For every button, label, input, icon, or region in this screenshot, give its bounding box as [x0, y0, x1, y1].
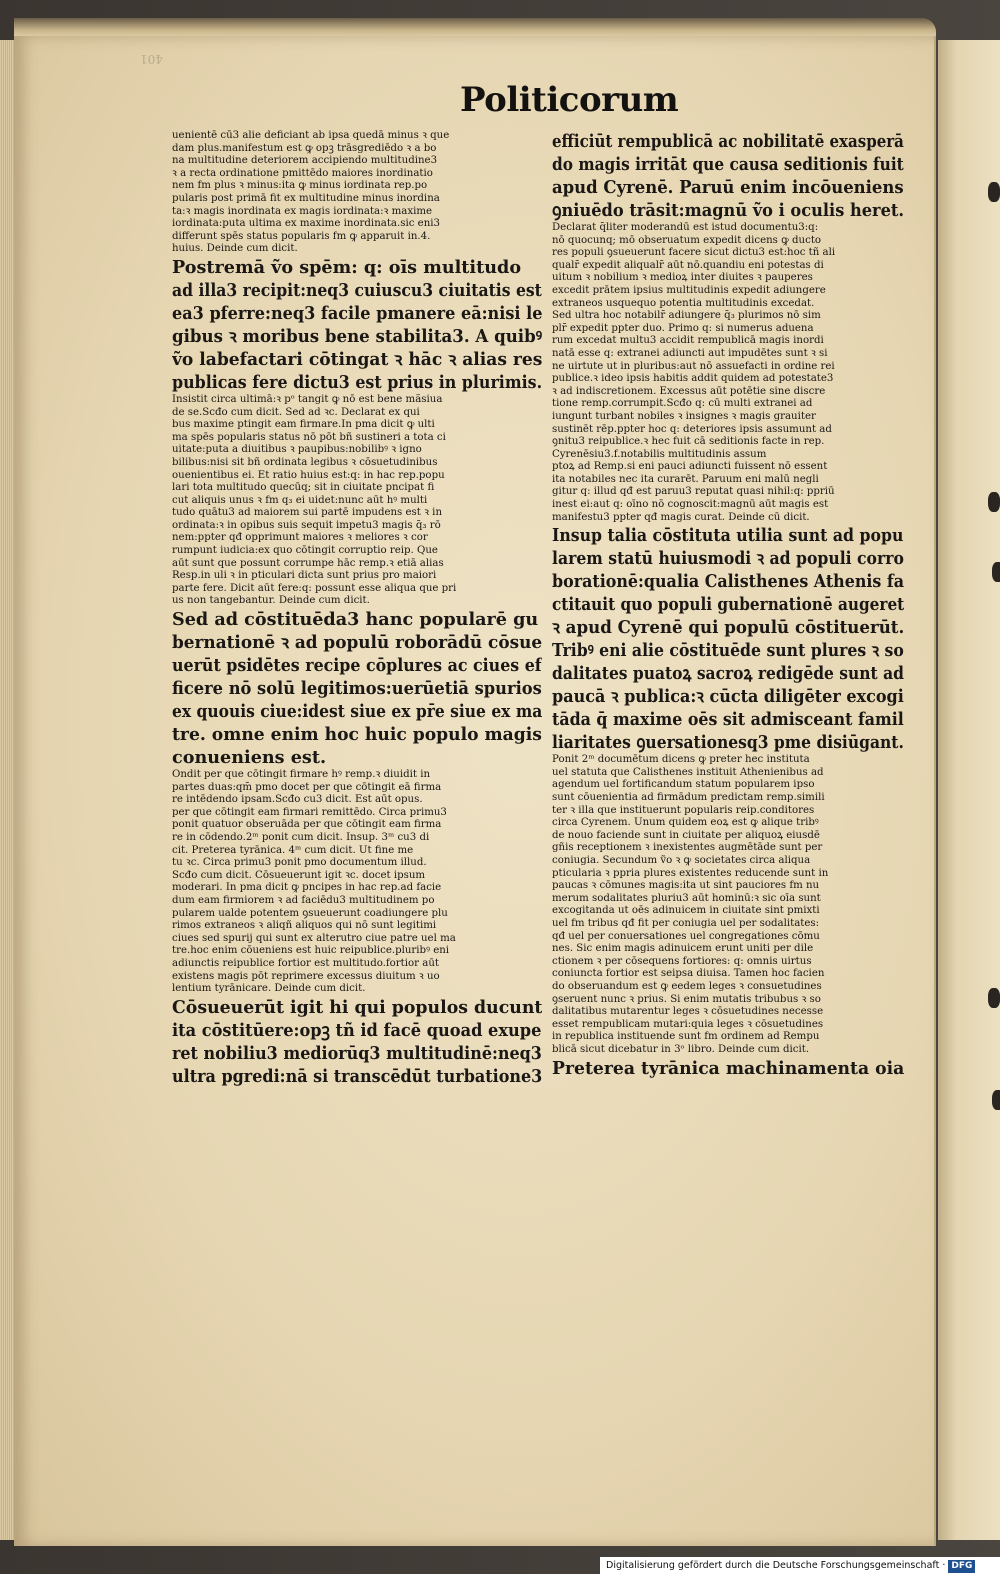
text-line: Cōsueuerūt igit hi qui populos ducunt: [172, 996, 542, 1018]
text-line: Declarat q̄liter moderandū est istud documentu3:q:: [552, 222, 819, 233]
text-line: dalitates puatoꝝ sacroꝝ redigēde sunt ad: [552, 663, 904, 685]
text-line: Cyrenēsiu3.f.notabilis multitudinis assum: [552, 448, 767, 460]
text-line: rum excedat multu3 accidit rempublicā magis inordi: [552, 335, 824, 347]
book-page-edges: [0, 40, 14, 1540]
text-line: efficiūt rempublicā ac nobilitatē exasperā: [552, 131, 904, 152]
text-line: per que cōtingit eam firmari remittēdo. Circa primu3: [172, 806, 447, 818]
text-line: ultra pgredi:nā si transcēdūt turbatione3: [172, 1065, 542, 1087]
text-line: nes. Sic enim magis adinuicem erunt uniti per dile: [552, 943, 814, 955]
text-line: re in cōdendo.2ᵐ ponit cum dicit. Insup. 3ᵐ cu3 di: [172, 832, 430, 843]
text-line: blicā sicut dicebatur in 3ᵒ libro. Deinde cum dicit.: [552, 1043, 810, 1055]
text-line: agendum uel fortificandum statum popularem ipso: [552, 779, 815, 791]
text-line: gibus ꝛ moribus bene stabilita3. A quibꝰ: [172, 325, 543, 347]
text-line: differunt spēs status popularis fm ꝙ apparuit in.4.: [172, 230, 431, 242]
text-line: ꝛ apud Cyrenē qui populū cōstituerūt.: [552, 617, 904, 639]
text-line: res populi ꝯsueuerunt facere sicut dictu3 est:hoc tñ ali: [552, 247, 836, 259]
text-line: paucā ꝛ publica:ꝛ cūcta diligēter excogi: [552, 686, 904, 708]
text-line: esset rempublicam mutari:quia leges ꝛ cōsuetudines: [552, 1018, 824, 1030]
text-line: existens magis pōt reprimere excessus diuitum ꝛ uo: [172, 970, 440, 982]
text-column-left: [172, 130, 542, 1088]
facing-page-mark: [988, 182, 1000, 202]
text-line: nō quocunq; mō obseruatum expedit dicens ꝙ ducto: [552, 234, 822, 246]
text-line: ter ꝛ illa que instituerunt popularis reip.conditores: [552, 804, 815, 816]
text-line: ta:ꝛ magis inordinata ex magis iordinata:ꝛ maxime: [172, 205, 433, 217]
text-line: coniugia. Secundum ṽo ꝛ ꝙ societates circa aliqua: [552, 855, 811, 866]
text-line: ficere nō solū legitimos:uerūetiā spurios: [172, 678, 542, 700]
text-line: uel fm tribus qđ fit per coniugia uel per sodalitates:: [552, 917, 820, 929]
text-passage: [172, 256, 542, 394]
text-line: Sed ad cōstituēda3 hanc popularē gu: [172, 609, 539, 631]
text-line: rimos extraneos ꝛ aliqñ aliquos qui nō sunt legitimi: [172, 920, 437, 932]
text-line: de se.Scđo cum dicit. Sed ad ꝛc. Declarat ex qui: [172, 406, 420, 418]
text-line: ꝛ ad indiscretionem. Excessus aūt potētie sine discre: [552, 385, 826, 397]
text-line: tre. omne enim hoc huic populo magis: [172, 724, 542, 746]
text-column-right: [552, 130, 904, 1080]
text-line: aūt sunt que possunt corrumpe hāc remp.ꝛ etiā alias: [172, 557, 444, 569]
text-passage: [172, 996, 542, 1088]
text-line: borationē:qualia Calisthenes Athenis fa: [552, 571, 905, 593]
text-line: uenientē cū3 alie deficiant ab ipsa quedā minus ꝛ que: [172, 130, 450, 141]
text-line: apud Cyrenē. Paruū enim incōueniens: [552, 177, 904, 198]
text-line: ṽo labefactari cōtingat ꝛ hāc ꝛ alias res: [172, 348, 542, 370]
text-line: bernationē ꝛ ad populū roborādū cōsue: [172, 632, 543, 654]
text-line: ꝛ a recta ordinatione pmittēdo maiores inordinatio: [172, 167, 433, 179]
text-line: publicas fere dictu3 est prius in plurimis.: [172, 371, 542, 393]
text-line: circa Cyrenem. Unum quidem eoꝝ est ꝙ alique tribꝰ: [552, 817, 819, 829]
text-line: do magis irritāt que causa seditionis fuit: [552, 154, 904, 175]
text-line: ꝯniuēdo trāsit:magnū ṽo i oculis heret.: [552, 200, 904, 221]
text-line: ꝯnitu3 reipublice.ꝛ hec fuit cā seditionis facte in rep.: [552, 436, 825, 448]
text-line: conueniens est.: [172, 747, 327, 769]
text-line: ꝯseruent nunc ꝛ prius. Si enim mutatis tribubus ꝛ so: [552, 993, 821, 1005]
text-line: coniuncta fortior est seipsa diuisa. Tamen hoc facien: [552, 968, 825, 980]
text-line: gitur q: illud qđ est paruu3 reputat quasi nihil:q: ppriū: [552, 486, 835, 498]
text-line: de nouo faciende sunt in ciuitate per aliquoꝝ eiusdē: [552, 829, 820, 841]
text-line: Ponit 2ᵐ documētum dicens ꝙ preter hec instituta: [552, 754, 810, 766]
text-line: uitum ꝛ nobilium ꝛ medioꝝ inter diuites ꝛ pauperes: [552, 272, 813, 284]
commentary-block: [552, 754, 904, 1056]
text-line: na multitudine deteriorem accipiendo multitudine3: [172, 155, 438, 167]
text-line: qualr̄ expedit aliqualr̄ aūt nō.quandiu eni potestas di: [552, 259, 824, 271]
text-line: us non tangebantur. Deinde cum dicit.: [172, 595, 370, 607]
bleed-through-page-number: 401: [140, 52, 163, 66]
text-line: Insistit circa ultimā:ꝛ pᵒ tangit ꝙ nō est bene mãsiua: [172, 393, 443, 405]
text-line: bilibus:nisi sit bñ ordinata legibus ꝛ cōsuetudinibus: [172, 456, 438, 468]
text-line: ma spēs popularis status nō pōt bñ sustineri a tota ci: [172, 431, 446, 443]
text-line: ponit quatuor obseruāda per que cōtingit eam firma: [172, 819, 442, 831]
book-top-edge: [14, 18, 936, 38]
text-line: ita notabiles nec ita curarēt. Paruum eni malū negli: [552, 473, 819, 485]
text-line: ea3 pferre:neq3 facile pmanere eā:nisi le: [172, 302, 543, 324]
text-line: re intēdendo ipsam.Scđo cu3 dicit. Est aūt opus.: [172, 794, 423, 806]
text-passage: [552, 524, 904, 754]
commentary-block: [172, 769, 542, 996]
text-line: Sed ultra hoc notabilr̄ adiungere q̄₃ plurimos nō sim: [552, 310, 821, 322]
text-line: ctitauit quo populi gubernationē augeret: [552, 594, 904, 616]
text-line: ita cōstitūere:opꝫ tñ id facē quoad exupe: [172, 1019, 542, 1041]
text-line: cut aliquis unus ꝛ fm q₃ ei uidet:nunc aūt hꝰ multi: [172, 494, 428, 506]
text-line: pularem ualde potentem ꝯsueuerunt coadiungere plu: [172, 907, 448, 919]
text-line: ouenientibus ei. Et ratio huius est:q: in hac rep.popu: [172, 469, 445, 481]
text-line: bus maxime ptingit eam firmare.In pma dicit ꝙ ulti: [172, 419, 435, 431]
text-line: moderari. In pma dicit ꝙ pncipes in hac rep.ad facie: [172, 882, 442, 894]
dfg-logo: DFG: [948, 1560, 975, 1573]
text-line: tudo quātu3 ad maiorem sui partē impudens est ꝛ in: [172, 507, 443, 519]
text-line: ad illa3 recipit:neq3 cuiuscu3 ciuitatis est: [172, 279, 542, 301]
text-line: ex quouis ciue:idest siue ex pr̄e siue ex ma: [172, 701, 543, 723]
facing-page-edge: [938, 40, 1000, 1540]
text-line: ptoꝝ ad Remp.si eni pauci adiuncti fuissent nō essent: [552, 461, 828, 473]
text-line: lari tota multitudo quecūq; sit in ciuitate pncipat fi: [172, 482, 435, 494]
facing-page-mark: [988, 492, 1000, 512]
facing-page-mark: [992, 562, 1000, 582]
text-line: sustinēt rēp.ppter hoc q: deteriores ipsis assumunt ad: [552, 423, 832, 435]
text-line: nem fm plus ꝛ minus:ita ꝙ minus iordinata rep.po: [172, 180, 428, 192]
text-passage: [552, 130, 904, 222]
text-line: uel statuta que Calisthenes instituit Athenienibus ad: [552, 766, 824, 778]
text-line: gñis receptionem ꝛ inexistentes augmētāde sunt per: [552, 842, 823, 854]
text-line: Postremā ṽo spēm: q: oīs multitudo: [172, 256, 522, 278]
text-line: Scđo cum dicit. Cōsueuerunt igit ꝛc. docet ipsum: [172, 869, 426, 881]
text-passage: [172, 608, 542, 769]
text-line: publice.ꝛ ideo ipsis habitis addit quidem ad potestate3: [552, 373, 834, 385]
text-line: nem:ppter qđ opprimunt maiores ꝛ meliores ꝛ cor: [172, 532, 428, 544]
text-line: extraneos usquequo potentia multitudinis excedat.: [552, 297, 815, 309]
text-line: uerūt psidētes recipe cōplures ac ciues ef: [172, 655, 542, 677]
text-line: tu ꝛc. Circa primu3 ponit pmo documentum illud.: [172, 857, 427, 869]
text-line: inest ei:aut q: oīno nō cognoscit:magnū aūt magis est: [552, 499, 829, 511]
text-line: ordinata:ꝛ in opibus suis sequit impetu3 magis q̄₃ rō: [172, 519, 441, 531]
text-line: Insup talia cōstituta utilia sunt ad popu: [552, 525, 904, 547]
text-line: pticularia ꝛ ppria plures existentes reducende sunt in: [552, 867, 829, 879]
text-line: excogitanda ut oēs adinuicem in ciuitate sint pmixti: [552, 905, 820, 917]
text-passage: [552, 1057, 904, 1080]
text-line: merum sodalitates pluriu3 aūt hominū:ꝛ sic oīa sunt: [552, 892, 821, 904]
commentary-block: [172, 394, 542, 608]
text-line: natā esse q: extranei adiuncti aut impudētes sunt ꝛ si: [552, 347, 828, 359]
text-line: larem statū huiusmodi ꝛ ad populi corro: [552, 548, 904, 570]
text-line: rumpunt iudicia:ex quo cōtingit corruptio reip. Que: [172, 545, 438, 557]
text-line: in republica instituende sunt fm ordinem ad Rempu: [552, 1031, 820, 1043]
text-line: tre.hoc enim cōueniens est huic reipublice.pluribꝰ eni: [172, 945, 450, 957]
text-line: pularis post primā fit ex multitudine minus inordina: [172, 192, 440, 204]
text-line: ret nobiliu3 mediorūq3 multitudinē:neq3: [172, 1042, 542, 1064]
commentary-block: [172, 130, 542, 256]
text-line: parte fere. Dicit aūt fere:q: possunt esse aliqua que pri: [172, 582, 457, 594]
text-line: iordinata:puta ultima ex maxime inordinata.sic eni3: [172, 218, 440, 230]
text-line: manifestu3 ppter qđ magis curat. Deinde cū dicit.: [552, 511, 810, 523]
text-line: do obseruandum est ꝙ eedem leges ꝛ consuetudines: [552, 980, 822, 992]
text-line: ctionem ꝛ per cōsequens fortiores: q: omnis uirtus: [552, 955, 812, 967]
text-line: plr̄ expedit ppter duo. Primo q: si numerus aduena: [552, 322, 814, 334]
text-line: liaritates ꝯuersationesq3 pme disiūgant.: [552, 732, 904, 754]
text-line: qđ uel per conuersationes uel congregationes cōmu: [552, 930, 820, 942]
commentary-block: [552, 222, 904, 524]
text-line: iungunt turbant nobiles ꝛ insignes ꝛ magis grauiter: [552, 410, 816, 422]
text-line: dam plus.manifestum est ꝙ opꝫ trāsgrediēdo ꝛ a bo: [172, 142, 437, 154]
credit-text: Digitalisierung gefördert durch die Deutsche Forschungsgemeinschaft ·: [606, 1560, 946, 1571]
text-line: ciues sed spurij qui sunt ex alterutro ciue patre uel ma: [172, 932, 456, 944]
text-line: Resp.in uli ꝛ in pticulari dicta sunt prius pro maiori: [172, 570, 437, 582]
text-line: cit. Preterea tyrānica. 4ᵐ cum dicit. Ut fine me: [172, 844, 414, 856]
facing-page-mark: [988, 988, 1000, 1008]
text-line: dum eam firmiorem ꝛ ad faciēdu3 multitudinem po: [172, 894, 435, 906]
text-line: Preterea tyrānica machinamenta oia: [552, 1057, 905, 1079]
text-line: excedit prātem ipsius multitudinis expedit adiungere: [552, 284, 826, 296]
digitization-credit: [600, 1557, 1000, 1574]
text-line: dalitatibus mutarentur leges ꝛ cōsuetudines necesse: [552, 1006, 824, 1018]
facing-page-mark: [992, 1090, 1000, 1110]
text-line: lentium tyrānicare. Deinde cum dicit.: [172, 983, 366, 995]
text-line: uitate:puta a diuitibus ꝛ paupibus:nobilibꝰ ꝛ igno: [172, 444, 422, 456]
text-line: tāda q̄ maxime oēs sit admisceant famil: [552, 709, 904, 731]
running-title: Politicorum: [460, 80, 679, 120]
text-line: Tribꝰ eni alie cōstituēde sunt plures ꝛ so: [552, 640, 904, 662]
text-line: huius. Deinde cum dicit.: [172, 243, 298, 255]
text-line: partes duas:qm̄ pmo docet per que cōtingit eā firma: [172, 781, 442, 793]
text-line: sunt cōuenientia ad firmādum predictam remp.simili: [552, 792, 825, 804]
text-line: ne uirtute ut in pluribus:aut nō assuefacti in ordine rei: [552, 360, 835, 372]
text-line: adiunctis reipublice fortior est multitudo.fortior aūt: [172, 957, 440, 969]
text-line: Ondit per que cōtingit firmare hꝰ remp.ꝛ diuidit in: [172, 769, 431, 781]
text-line: paucas ꝛ cōmunes magis:ita ut sint pauciores fm nu: [552, 880, 820, 892]
text-line: tione remp.corrumpit.Scđo q: cū multi extranei ad: [552, 398, 813, 410]
